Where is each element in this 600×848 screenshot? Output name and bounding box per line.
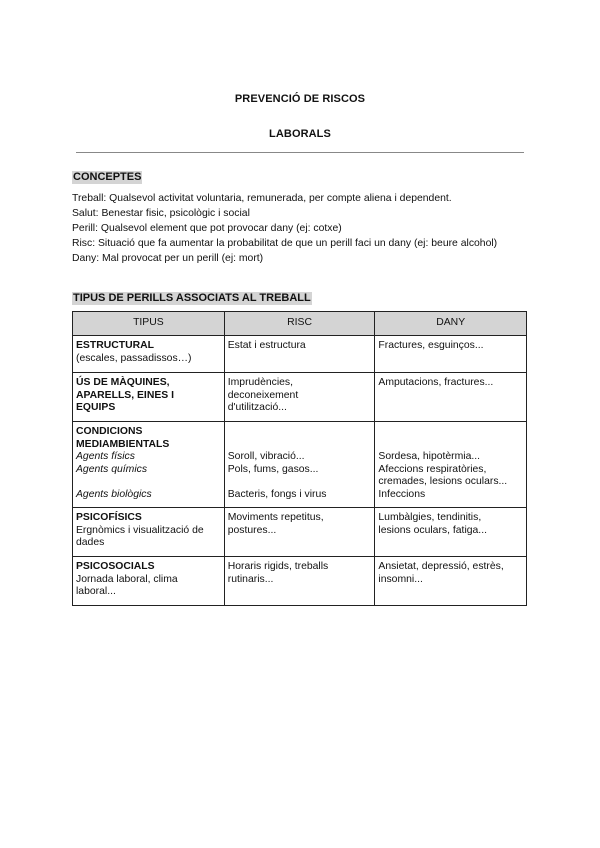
column-header-tipus: TIPUS [73,312,225,336]
cell-dany [375,508,527,557]
dany-line: Ansietat, depressió, estrès, [378,561,504,572]
cell-risc [224,422,375,508]
column-header-dany: DANY [375,312,527,336]
table-row [73,557,527,606]
risc-line: Imprudències, [227,377,294,388]
risc-line: d'utilització... [227,402,287,413]
dany-line: insomni... [378,573,423,585]
page-title-line-2: LABORALS [269,128,331,140]
cell-dany [375,422,527,508]
cell-tipus [73,422,225,508]
dany-line: lesions oculars, fatiga... [378,524,487,536]
type-subtitle-line: Jornada laboral, clima [76,573,178,585]
page-title-line-1: PREVENCIÓ DE RISCOS [234,93,366,105]
cell-dany [375,336,527,373]
hazards-table [72,311,527,606]
cell-risc [224,336,375,373]
concept-perill: Perill: Qualsevol element que pot provocar dany (ej: cotxe) [72,223,342,234]
type-subtitle-line: laboral... [76,586,116,597]
type-title: PSICOSOCIALS [76,561,155,572]
horizontal-divider [76,152,524,153]
dany-text: Fractures, esguinços... [378,340,484,351]
concept-risc: Risc: Situació que fa aumentar la probabilitat de que un perill faci un dany (ej: beure alcohol) [72,238,498,249]
risc-text: Estat i estructura [227,340,306,351]
table-heading: TIPUS DE PERILLS ASSOCIATS AL TREBALL [73,292,311,304]
type-title-line: CONDICIONS [76,426,143,437]
concepts-list [72,191,497,266]
dany-quimics-line: Afeccions respiratòries, [378,463,487,475]
spacer [228,426,372,439]
cell-tipus [73,508,225,557]
cell-tipus [73,336,225,373]
type-title-line: APARELLS, EINES I [76,389,174,401]
dany-text: Amputacions, fractures... [378,377,494,388]
agent-fisics: Agents físics [76,451,135,462]
risc-line: deconeixement [227,389,299,401]
table-header-row [73,312,527,336]
table-row [73,422,527,508]
risc-biologics: Bacteris, fongs i virus [227,488,327,500]
spacer [76,476,221,489]
type-title-line: ÚS DE MÀQUINES, [76,377,170,388]
type-subtitle-line: dades [76,537,105,548]
column-header-risc: RISC [224,312,375,336]
agent-biologics: Agents biològics [76,488,152,500]
risc-line: postures... [227,524,277,536]
dany-biologics: Infeccions [378,488,426,500]
cell-risc [224,508,375,557]
type-subtitle: (escales, passadissos…) [76,352,192,364]
concept-dany: Dany: Mal provocat per un perill (ej: mort) [72,253,264,264]
type-title-line: MEDIAMBIENTALS [76,438,170,450]
table-row [73,373,527,422]
cell-risc [224,557,375,606]
spacer [228,439,372,452]
risc-fisics: Soroll, vibració... [227,451,305,462]
table-row [73,508,527,557]
dany-line: Lumbàlgies, tendinitis, [378,512,482,523]
type-title-line: EQUIPS [76,402,116,413]
cell-tipus [73,373,225,422]
cell-dany [375,373,527,422]
dany-fisics: Sordesa, hipotèrmia... [378,451,481,462]
type-title: ESTRUCTURAL [76,340,154,351]
concept-treball: Treball: Qualsevol activitat voluntaria, remunerada, per compte aliena i dependent. [72,193,452,204]
agent-quimics: Agents químics [76,463,148,475]
table-row [73,336,527,373]
dany-quimics-line: cremades, lesions oculars... [378,476,508,487]
risc-line: rutinaris... [227,573,274,585]
spacer [228,476,372,489]
cell-dany [375,557,527,606]
cell-tipus [73,557,225,606]
type-subtitle-line: Ergnòmics i visualització de [76,524,204,536]
concepts-heading: CONCEPTES [73,171,142,183]
cell-risc [224,373,375,422]
spacer [378,439,523,452]
risc-line: Horaris rigids, treballs [227,561,329,572]
type-title: PSICOFÍSICS [76,512,142,523]
concept-salut: Salut: Benestar fisic, psicològic i social [72,208,250,219]
spacer [378,426,523,439]
risc-quimics: Pols, fums, gasos... [227,463,319,475]
risc-line: Moviments repetitus, [227,512,324,523]
